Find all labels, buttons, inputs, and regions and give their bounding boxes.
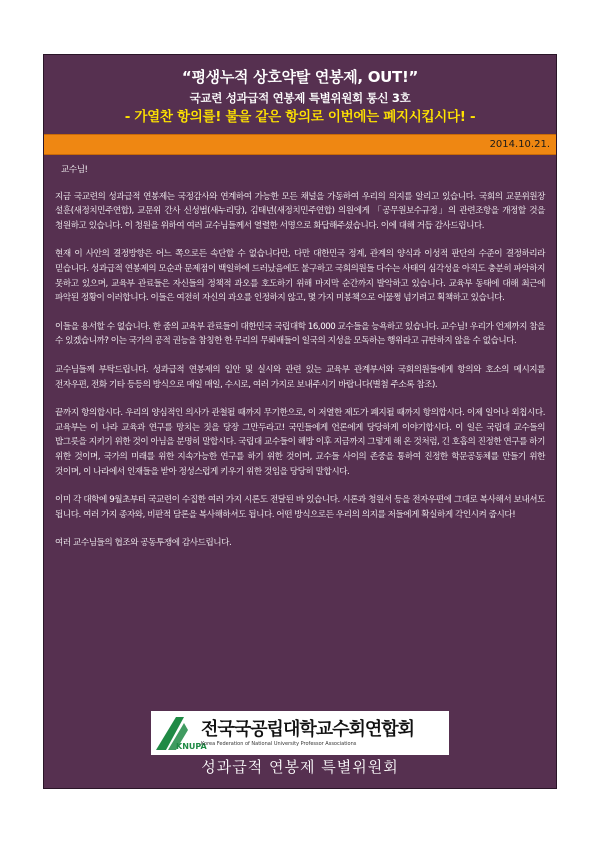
letter-body <box>44 155 556 551</box>
closing-line: 여러 교수님들의 협조와 공동투쟁에 감사드립니다. <box>55 538 232 549</box>
paragraph-1: 지금 국교련의 성과급적 연봉제는 국정감사와 연계하여 가능한 모든 채널을 가동하여 우리의 의지를 알리고 있습니다. 국회의 교문위원장 설훈(새정치민주연합), 교문위 간사 신성범(새누리당), 김태년(새정치민주연합) 의원에게 「공무원보수규정」의 관련조항을 개정할 것을 청원하고 있습니다. 이 청원을 위하여 여러 교수님들께서 열렬한 서명으로 화답해주셨습니다. 이에 대해 거듭 감사드립니다. <box>55 191 545 231</box>
date-bar <box>44 134 556 155</box>
knupa-logo-icon <box>154 714 207 752</box>
paragraph-2: 현재 이 사안의 결정방향은 어느 쪽으로든 속단할 수 없습니다만, 다만 대한민국 정계, 관계의 양식과 이성적 판단의 수준이 결정하리라 믿습니다. 성과급적 연봉제의 모순과 문제점이 백일하에 드러났음에도 불구하고 국회의원들 다수는 사태의 심각성을 아직도 충분히 파악하지 못하고 있으며, 교육부 관료들은 자신들의 정책적 과오를 호도하기 위해 마지막 순간까지 발악하고 있습니다. 교육부 동태에 대해 최근에 파악된 정황이 이러합니다. 이들은 여전히 자신의 과오를 인정하지 않고, 몇 가지 미봉책으로 어물쩡 넘기려고 획책하고 있습니다. <box>55 249 545 304</box>
paragraph-5: 끝까지 항의합시다. 우리의 양심적인 의사가 관철될 때까지 무기한으로, 이 저열한 제도가 폐지될 때까지 항의합시다. 이제 일어나 외칩시다. 교육부는 이 나라 교육과 연구를 망치는 짓을 당장 그만두라고! 국민들에게 언론에게 당당하게 이야기합시다. 이 일은 국립대 교수들의 밥그릇을 지키기 위한 것이 아님을 분명히 말합시다. 국립대 교수들이 해방 이후 지금까지 그렇게 해 온 것처럼, 긴 호흡의 진정한 연구를 하기 위한 것이며, 국가의 미래를 위한 지속가능한 연구를 하기 위한 것이며, 교수들 사이의 존중을 통하여 진정한 학문공동체를 만들기 위한 것이며, 이 나라에서 인재들을 받아 정성스럽게 키우기 위한 것임을 당당히 말합시다. <box>55 408 545 477</box>
organization-name-en: Korea Federation of National University Professor Associations <box>201 740 357 747</box>
committee-name: 성과급적 연봉제 특별위원회 <box>201 758 399 776</box>
newsletter-subtitle: 국교련 성과급적 연봉제 특별위원회 통신 3호 <box>189 91 411 105</box>
logo-mark-text: KNUPA <box>176 742 207 751</box>
issue-date: 2014.10.21. <box>489 139 550 150</box>
signature-block <box>44 711 556 778</box>
greeting: 교수님! <box>61 165 88 175</box>
organization-name-kr: 전국국공립대학교수회연합회 <box>201 718 415 740</box>
newsletter-header <box>44 55 556 134</box>
paragraph-3: 이들을 용서할 수 없습니다. 한 줌의 교육부 관료들이 대한민국 국립대학 16,000 교수들을 능욕하고 있습니다. 교수님! 우리가 언제까지 참을 수 있겠습니까? 이는 국가의 공적 권능을 참칭한 한 무리의 무뢰배들이 일국의 지성을 모독하는 행위라고 규탄하지 않을 수 없습니다. <box>55 321 545 347</box>
newsletter-panel <box>43 54 557 789</box>
organization-logo <box>151 711 449 755</box>
newsletter-slogan: - 가열찬 항의를! 불을 같은 항의로 이번에는 폐지시킵시다! - <box>124 109 476 125</box>
newsletter-title: “평생누적 상호약탈 연봉제, OUT!” <box>181 68 419 86</box>
paragraph-6: 이미 각 대학에 9월초부터 국교련이 수집한 여러 가지 시론도 전달된 바 있습니다. 시론과 청원서 등을 전자우편에 그대로 복사해서 보내셔도 됩니다. 여러 가지 종자와, 비판적 담론을 복사해하셔도 됩니다. 어떤 방식으로든 우리의 의지를 저들에게 확실하게 각인시켜 줍시다! <box>55 495 545 520</box>
paragraph-4: 교수님들께 부탁드립니다. 성과급적 연봉제의 입안 및 실시와 관련 있는 교육부 관계부서와 국회의원들에게 항의와 호소의 메시지를 전자우편, 전화 기타 등등의 방식으로 매일 매일, 수시로, 여러 가지로 보내주시기 바랍니다(별첨 주소록 참조). <box>55 364 545 390</box>
